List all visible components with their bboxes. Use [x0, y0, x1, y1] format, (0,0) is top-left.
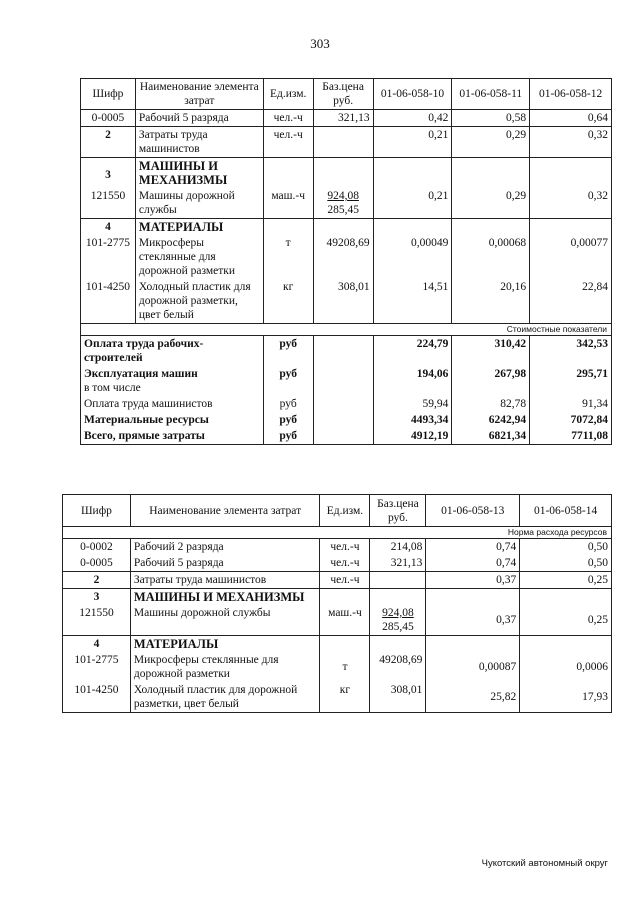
row-unit: маш.-ч: [320, 605, 370, 636]
row-price: [370, 572, 426, 589]
cost-value: 7711,08: [530, 428, 612, 445]
row-unit: чел.-ч: [263, 127, 313, 158]
cost-value: 342,53: [530, 336, 612, 367]
row-value: 0,00049: [373, 235, 452, 279]
price-bottom: 285,45: [327, 204, 359, 216]
row-value: 0,21: [373, 127, 452, 158]
row-value: 0,25: [520, 572, 612, 589]
row-value: 22,84: [530, 279, 612, 324]
cost-row: [81, 428, 612, 445]
row-unit: чел.-ч: [320, 572, 370, 589]
section-title: МАТЕРИАЛЫ: [130, 636, 320, 653]
row-value: 0,74: [426, 539, 520, 556]
row-value: 0,32: [530, 188, 612, 219]
cost-value: 4912,19: [373, 428, 452, 445]
row-code: 121550: [63, 605, 131, 636]
cost-name-text: Эксплуатация машин: [84, 368, 198, 380]
subheader-label: Норма расхода ресурсов: [63, 527, 612, 539]
price-bottom: 285,45: [382, 621, 414, 633]
row-name: Микросферы стеклянные для дорожной разметки: [130, 652, 320, 682]
row-price: 321,13: [313, 110, 373, 127]
row-value: 0,64: [530, 110, 612, 127]
col-header-c3: 01-06-058-12: [530, 79, 612, 110]
row-value: 25,82: [426, 682, 520, 713]
table-row: [81, 110, 612, 127]
row-code: 101-4250: [63, 682, 131, 713]
col-header-unit: Ед.изм.: [263, 79, 313, 110]
table-row: [81, 188, 612, 219]
col-header-unit: Ед.изм.: [320, 495, 370, 527]
table-header-row: [81, 79, 612, 110]
table-row: [81, 219, 612, 236]
cost-row: [81, 366, 612, 396]
row-name: Затраты труда машинистов: [135, 127, 263, 158]
cost-row: [81, 412, 612, 428]
row-value: 0,25: [520, 605, 612, 636]
table-row: [81, 127, 612, 158]
cost-name: Оплата труда машинистов: [81, 396, 264, 412]
section-code: 3: [81, 158, 136, 189]
col-header-name: Наименование элемента затрат: [135, 79, 263, 110]
table-row: [63, 636, 612, 653]
table-row: [63, 572, 612, 589]
subheader-row: [63, 527, 612, 539]
section-code: 3: [63, 589, 131, 606]
table-row: [81, 279, 612, 324]
row-price: 49208,69: [313, 235, 373, 279]
cost-value: 295,71: [530, 366, 612, 396]
row-name: Рабочий 2 разряда: [130, 539, 320, 556]
row-value: 0,00077: [530, 235, 612, 279]
row-name: Микросферы стеклянные для дорожной разметки: [135, 235, 263, 279]
row-unit: чел.-ч: [320, 555, 370, 572]
resource-table-1: [80, 78, 612, 445]
row-unit: чел.-ч: [320, 539, 370, 556]
table-header-row: [63, 495, 612, 527]
cost-value: 82,78: [452, 396, 530, 412]
row-price: 321,13: [370, 555, 426, 572]
col-header-c2: 01-06-058-11: [452, 79, 530, 110]
cost-value: 267,98: [452, 366, 530, 396]
row-unit: чел.-ч: [263, 110, 313, 127]
row-code: 0-0002: [63, 539, 131, 556]
section-title: МАШИНЫ И МЕХАНИЗМЫ: [130, 589, 320, 606]
row-code: 101-2775: [81, 235, 136, 279]
cost-name: Всего, прямые затраты: [81, 428, 264, 445]
cost-value: 194,06: [373, 366, 452, 396]
row-value: 0,29: [452, 127, 530, 158]
cost-unit: руб: [263, 412, 313, 428]
row-price: 308,01: [313, 279, 373, 324]
row-code: 2: [63, 572, 131, 589]
row-unit: кг: [263, 279, 313, 324]
cost-note: в том числе: [84, 382, 141, 394]
cost-value: 6242,94: [452, 412, 530, 428]
row-price: 308,01: [370, 682, 426, 713]
subheader-label: Стоимостные показатели: [81, 324, 612, 336]
row-unit: маш.-ч: [263, 188, 313, 219]
cost-row: [81, 336, 612, 367]
row-unit: кг: [320, 682, 370, 713]
row-unit: т: [263, 235, 313, 279]
row-name: Машины дорожной службы: [135, 188, 263, 219]
row-name: Рабочий 5 разряда: [130, 555, 320, 572]
row-name: Машины дорожной службы: [130, 605, 320, 636]
col-header-price: Баз.цена руб.: [370, 495, 426, 527]
col-header-c2: 01-06-058-14: [520, 495, 612, 527]
cost-value: 224,79: [373, 336, 452, 367]
row-value: 0,58: [452, 110, 530, 127]
table-row: [81, 158, 612, 189]
section-title: МАТЕРИАЛЫ: [135, 219, 263, 236]
subheader-row: [81, 324, 612, 336]
row-value: 0,00068: [452, 235, 530, 279]
page-number: 303: [310, 36, 330, 51]
table-row: [63, 589, 612, 606]
col-header-c1: 01-06-058-13: [426, 495, 520, 527]
footer-region-label: Чукотский автономный округ: [481, 858, 608, 869]
cost-unit: руб: [263, 366, 313, 396]
row-price: 214,08: [370, 539, 426, 556]
cost-unit: руб: [263, 396, 313, 412]
row-name: Затраты труда машинистов: [130, 572, 320, 589]
row-price: [313, 188, 373, 219]
col-header-c1: 01-06-058-10: [373, 79, 452, 110]
cost-value: 7072,84: [530, 412, 612, 428]
table-row: [63, 652, 612, 682]
col-header-name: Наименование элемента затрат: [130, 495, 320, 527]
col-header-code: Шифр: [81, 79, 136, 110]
row-value: 0,0006: [520, 652, 612, 682]
cost-value: 310,42: [452, 336, 530, 367]
cost-name: Оплата труда рабочих-строителей: [81, 336, 264, 367]
row-value: 20,16: [452, 279, 530, 324]
cost-value: 59,94: [373, 396, 452, 412]
row-value: 0,29: [452, 188, 530, 219]
row-code: 0-0005: [63, 555, 131, 572]
row-code: 101-4250: [81, 279, 136, 324]
section-title: МАШИНЫ И МЕХАНИЗМЫ: [135, 158, 263, 189]
cost-unit: руб: [263, 336, 313, 367]
row-value: 14,51: [373, 279, 452, 324]
price-top: 924,08: [327, 190, 359, 202]
table-row: [63, 682, 612, 713]
row-code: 2: [81, 127, 136, 158]
row-value: 0,74: [426, 555, 520, 572]
table-row: [63, 605, 612, 636]
resource-table-2: [62, 494, 612, 713]
row-name: Рабочий 5 разряда: [135, 110, 263, 127]
row-value: 0,00087: [426, 652, 520, 682]
col-header-price: Баз.цена руб.: [313, 79, 373, 110]
row-code: 101-2775: [63, 652, 131, 682]
row-value: 0,32: [530, 127, 612, 158]
row-price: 49208,69: [370, 652, 426, 682]
cost-unit: руб: [263, 428, 313, 445]
row-value: 0,42: [373, 110, 452, 127]
row-price: [370, 605, 426, 636]
row-code: 121550: [81, 188, 136, 219]
cost-value: 6821,34: [452, 428, 530, 445]
table-row: [81, 235, 612, 279]
table-row: [63, 555, 612, 572]
row-value: 17,93: [520, 682, 612, 713]
row-unit: т: [320, 652, 370, 682]
cost-row: [81, 396, 612, 412]
row-value: 0,37: [426, 605, 520, 636]
section-code: 4: [81, 219, 136, 236]
row-value: 0,37: [426, 572, 520, 589]
row-price: [313, 127, 373, 158]
row-code: 0-0005: [81, 110, 136, 127]
row-value: 0,21: [373, 188, 452, 219]
cost-name: Материальные ресурсы: [81, 412, 264, 428]
section-code: 4: [63, 636, 131, 653]
table-row: [63, 539, 612, 556]
price-top: 924,08: [382, 607, 414, 619]
row-name: Холодный пластик для дорожной разметки, цвет белый: [130, 682, 320, 713]
cost-value: 4493,34: [373, 412, 452, 428]
row-value: 0,50: [520, 555, 612, 572]
row-name: Холодный пластик для дорожной разметки, цвет белый: [135, 279, 263, 324]
cost-name: [81, 366, 264, 396]
cost-value: 91,34: [530, 396, 612, 412]
row-value: 0,50: [520, 539, 612, 556]
col-header-code: Шифр: [63, 495, 131, 527]
